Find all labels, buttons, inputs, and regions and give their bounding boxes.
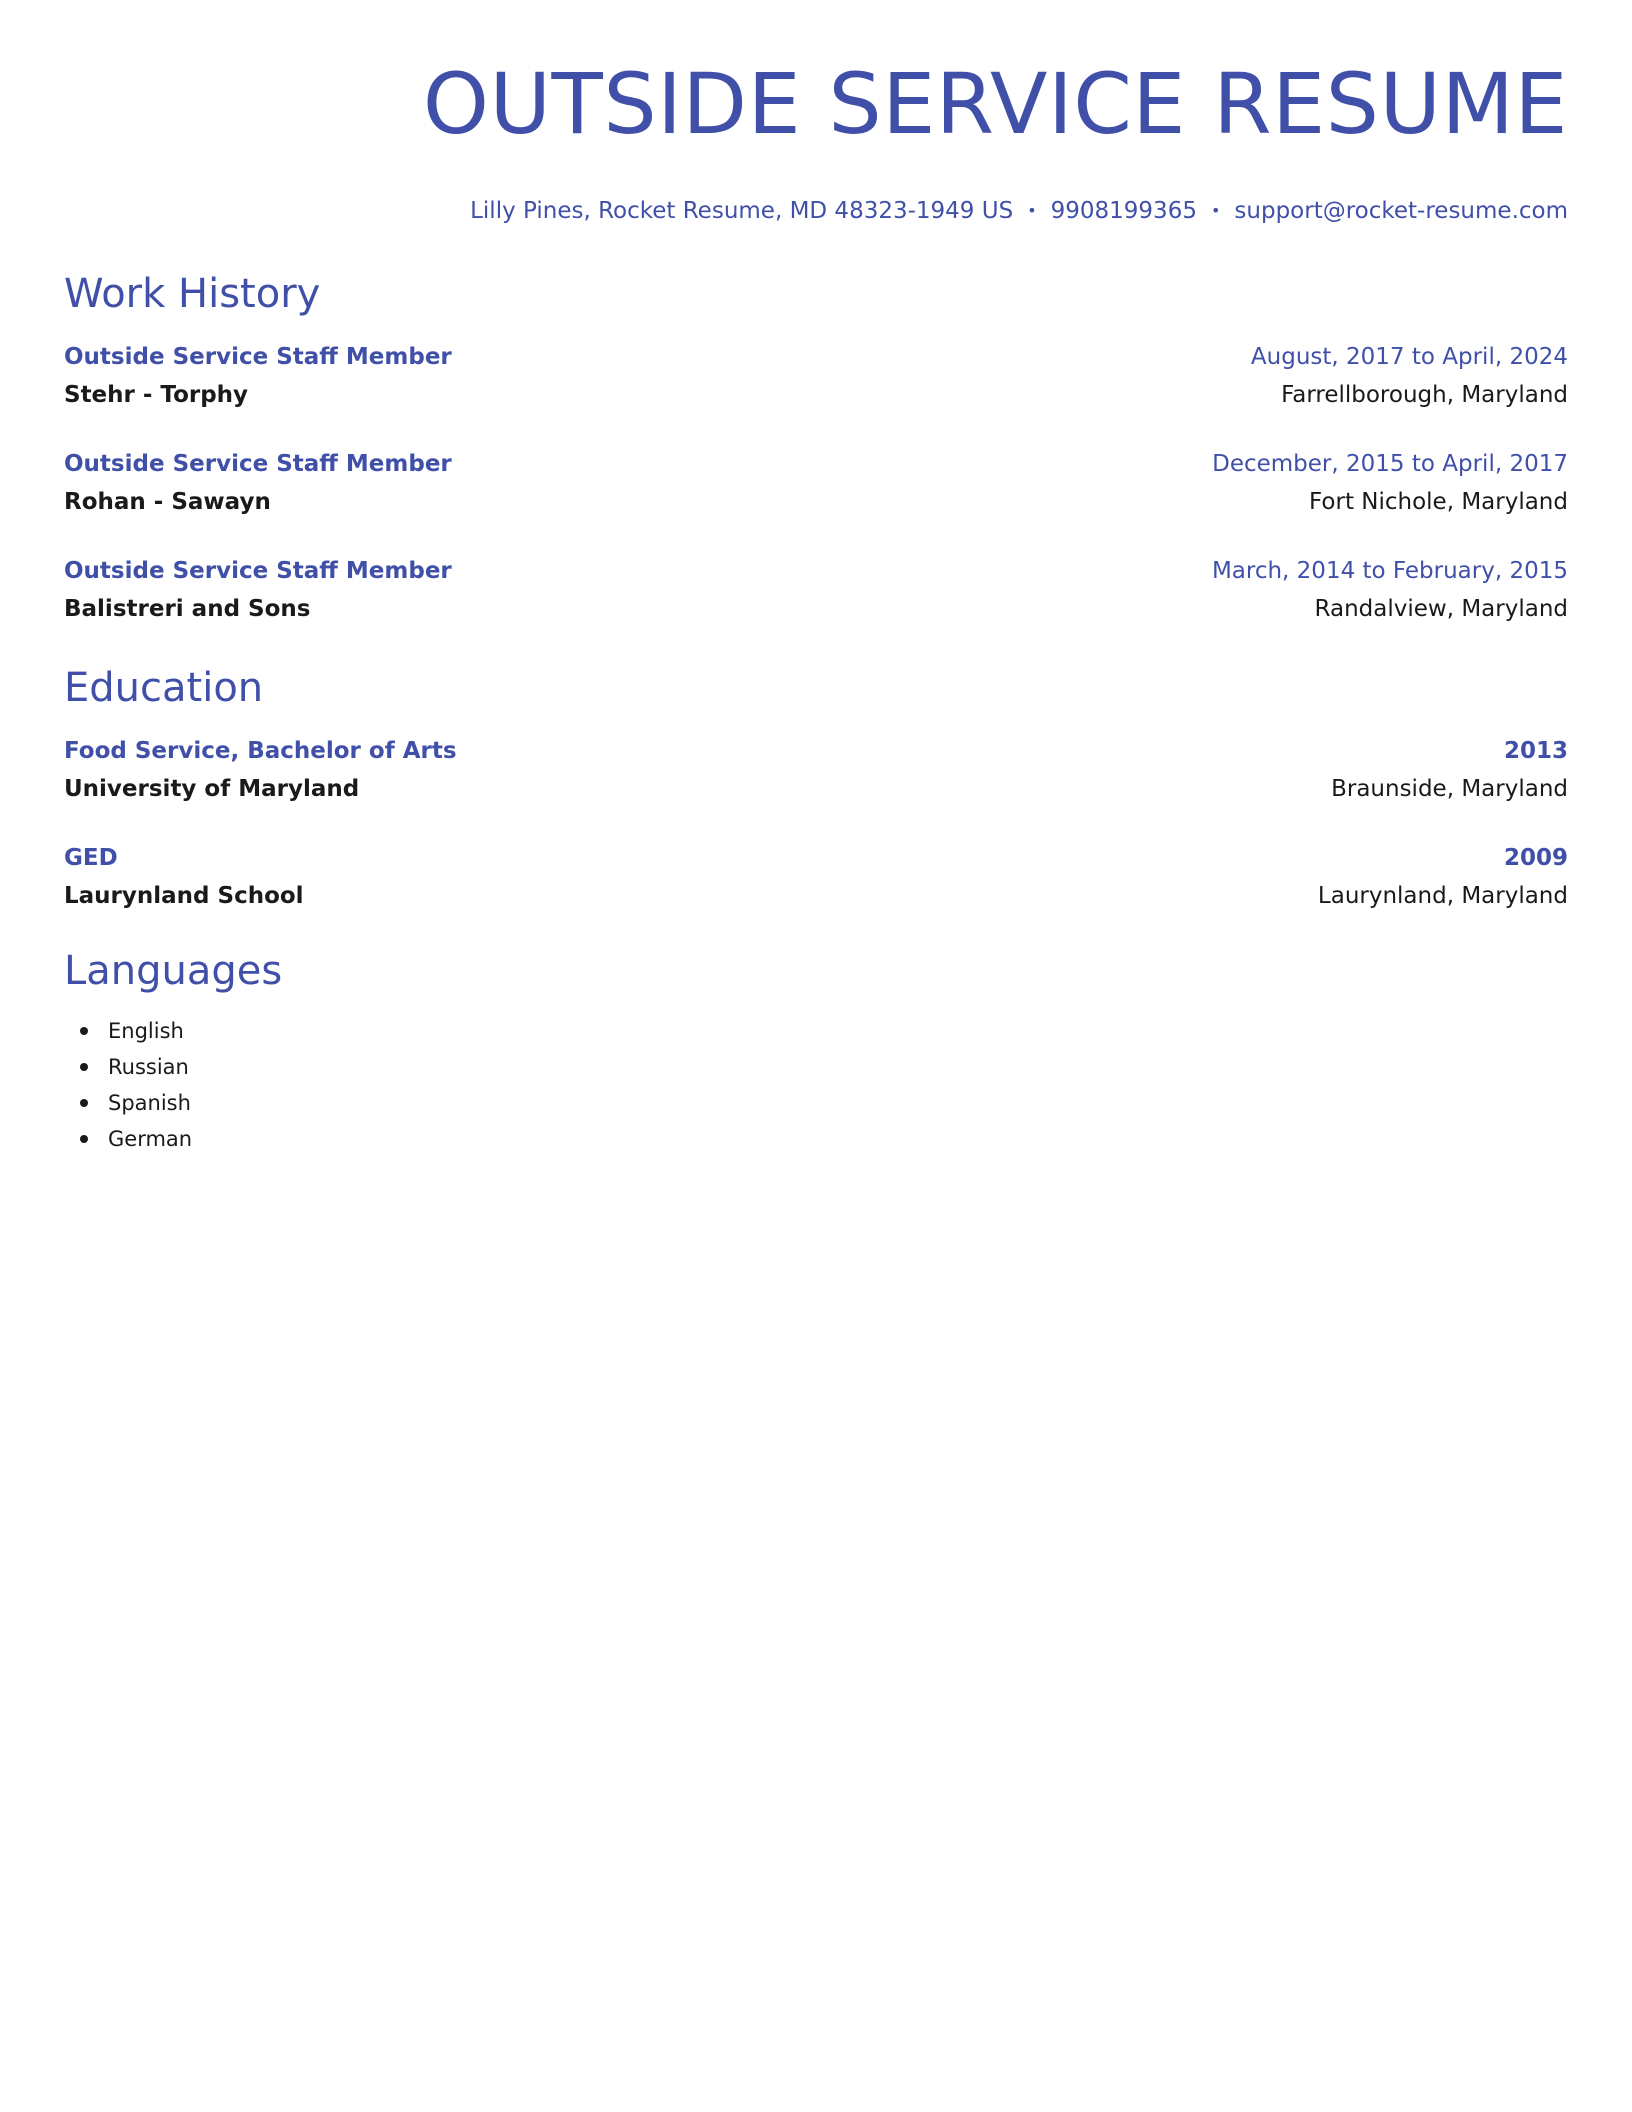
contact-line (64, 196, 1568, 226)
language-label: Russian (108, 1055, 189, 1079)
contact-separator: • (1027, 201, 1037, 220)
school-location: Laurynland, Maryland (1317, 883, 1568, 909)
contact-separator: • (1210, 201, 1221, 220)
degree-title: Food Service, Bachelor of Arts (64, 738, 457, 764)
language-item (64, 1121, 1568, 1157)
language-label: Spanish (108, 1091, 191, 1115)
contact-address: Lilly Pines, Rocket Resume, MD 48323-1949 US (470, 198, 1014, 224)
contact-email: support@rocket-resume.com (1234, 198, 1568, 224)
job-location: Fort Nichole, Maryland (1309, 489, 1568, 515)
company-name: Rohan - Sawayn (64, 489, 271, 515)
language-label: German (108, 1127, 193, 1151)
degree-title: GED (64, 845, 118, 871)
work-entry (64, 338, 1568, 414)
bullet-icon (80, 1099, 88, 1107)
job-location: Farrellborough, Maryland (1281, 382, 1568, 408)
school-location: Braunside, Maryland (1331, 776, 1568, 802)
company-name: Balistreri and Sons (64, 596, 311, 622)
resume-title: OUTSIDE SERVICE RESUME (422, 55, 1568, 153)
language-label: English (108, 1019, 184, 1043)
languages-list (64, 1013, 1568, 1157)
bullet-icon (80, 1027, 88, 1035)
bullet-icon (80, 1063, 88, 1071)
job-dates: December, 2015 to April, 2017 (1212, 451, 1568, 477)
school-name: University of Maryland (64, 776, 360, 802)
education-heading: Education (64, 665, 264, 711)
contact-phone: 9908199365 (1050, 198, 1197, 224)
languages-heading: Languages (64, 948, 283, 994)
work-entry (64, 445, 1568, 521)
language-item (64, 1049, 1568, 1085)
job-location: Randalview, Maryland (1314, 596, 1568, 622)
work-entry (64, 552, 1568, 628)
job-title: Outside Service Staff Member (64, 558, 452, 584)
company-name: Stehr - Torphy (64, 382, 249, 408)
job-dates: March, 2014 to February, 2015 (1211, 558, 1568, 584)
work-history-heading: Work History (64, 271, 321, 317)
job-dates: August, 2017 to April, 2024 (1250, 344, 1568, 370)
graduation-year: 2013 (1503, 738, 1568, 764)
education-entry (64, 839, 1568, 915)
resume-page (64, 0, 1568, 1157)
job-title: Outside Service Staff Member (64, 451, 452, 477)
school-name: Laurynland School (64, 883, 304, 909)
graduation-year: 2009 (1503, 845, 1568, 871)
job-title: Outside Service Staff Member (64, 344, 452, 370)
education-entry (64, 732, 1568, 808)
language-item (64, 1013, 1568, 1049)
language-item (64, 1085, 1568, 1121)
bullet-icon (80, 1135, 88, 1143)
